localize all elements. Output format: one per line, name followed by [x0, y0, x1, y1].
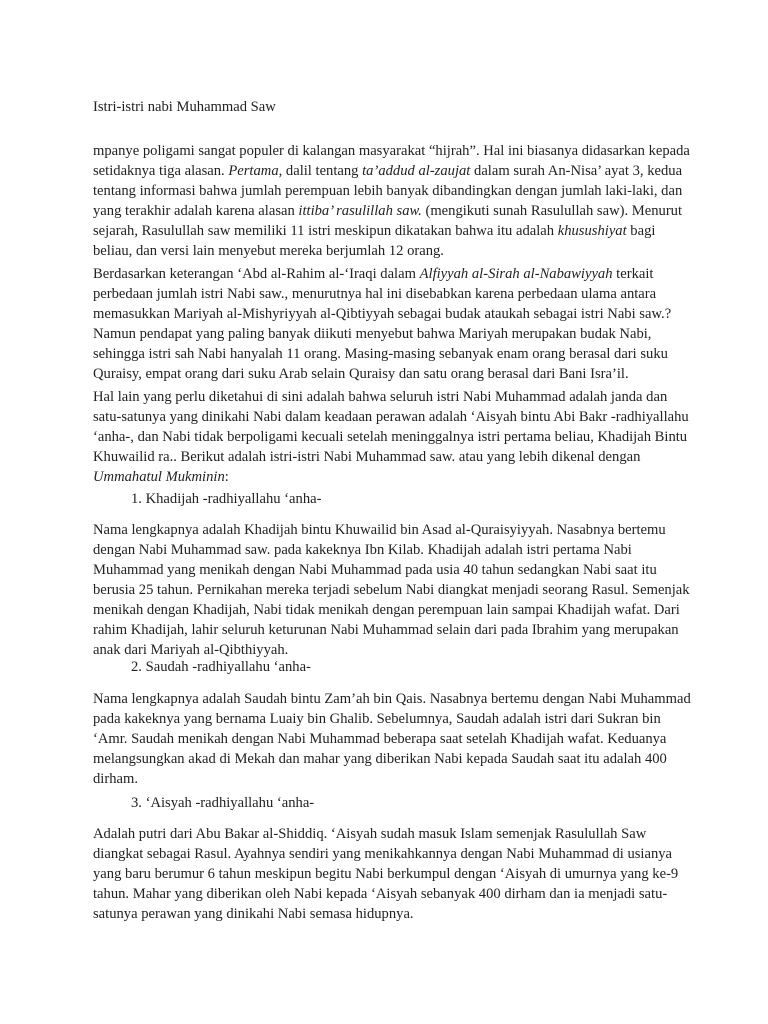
italic-text: ta’addud al-zaujat — [362, 163, 471, 179]
text-run: terkait — [612, 266, 654, 282]
paragraph-line — [93, 284, 656, 304]
text-run: perbedaan jumlah istri Nabi saw., menurutnya hal ini disebabkan karena perbedaan ulama antara — [93, 286, 657, 302]
paragraph-line — [93, 709, 661, 729]
text-run: , dalil tentang — [278, 163, 363, 179]
paragraph-line — [93, 241, 444, 261]
paragraph-line — [93, 540, 632, 560]
paragraph-line — [93, 387, 667, 407]
text-run: 3. ‘Aisyah -radhiyallahu ‘anha- — [131, 795, 315, 811]
text-run: setidaknya tiga alasan. — [93, 163, 229, 179]
list-item-heading — [131, 793, 314, 813]
text-run: 1. Khadijah -radhiyallahu ‘anha- — [131, 491, 322, 507]
paragraph-line — [93, 304, 671, 324]
paragraph-line — [93, 181, 682, 201]
paragraph-line — [93, 904, 414, 924]
text-run: memasukkan Mariyah al-Mishyriyyah al-Qibtiyyah sebagai budak ataukah sebagai istri Nabi saw.? — [93, 306, 672, 322]
text-run: Hal lain yang perlu diketahui di sini adalah bahwa seluruh istri Nabi Muhammad adalah janda dan — [93, 389, 668, 405]
paragraph-line — [93, 769, 138, 789]
text-run: Namun pendapat yang paling banyak diikuti menyebut bahwa Mariyah merupakan budak Nabi, — [93, 326, 652, 342]
paragraph-line — [93, 729, 666, 749]
text-run: dengan Nabi Muhammad saw. pada kakeknya Ibn Kilab. Khadijah adalah istri pertama Nabi — [93, 542, 632, 558]
text-run: bagi — [626, 223, 656, 239]
paragraph-line — [93, 221, 655, 241]
paragraph-line — [93, 324, 651, 344]
paragraph-line — [93, 141, 690, 161]
paragraph-line — [93, 520, 666, 540]
paragraph-line — [93, 864, 678, 884]
text-run: pada kakeknya yang bernama Luaiy bin Ghalib. Sebelumnya, Saudah adalah istri dari Sukran bin — [93, 711, 661, 727]
text-run: Muhammad yang menikah dengan Nabi Muhammad pada usia 40 tahun sedangkan Nabi saat itu — [93, 562, 657, 578]
text-run: satu-satunya yang dinikahi Nabi dalam keadaan perawan adalah ‘Aisyah bintu Abi Bakr -radhiyallahu — [93, 409, 689, 425]
text-run: diangkat sebagai Rasul. Ayahnya sendiri yang menikahkannya dengan Nabi Muhammad di usianya — [93, 846, 673, 862]
text-run: satunya perawan yang dinikahi Nabi semasa hidupnya. — [93, 906, 414, 922]
paragraph-line — [93, 600, 680, 620]
paragraph-line — [93, 620, 679, 640]
paragraph-line — [93, 161, 682, 181]
paragraph-line — [93, 264, 653, 284]
text-run: rahim Khadijah, lahir seluruh keturunan Nabi Muhammad selain dari pada Ibrahim yang merupakan — [93, 622, 679, 638]
text-run: tahun. Mahar yang diberikan oleh Nabi kepada ‘Aisyah sebanyak 400 dirham dan ia menjadi satu- — [93, 886, 668, 902]
paragraph-line — [93, 407, 689, 427]
text-run: Adalah putri dari Abu Bakar al-Shiddiq. ‘Aisyah sudah masuk Islam semenjak Rasulullah Saw — [93, 826, 647, 842]
text-run: dalam surah An-Nisa’ ayat 3, kedua — [470, 163, 683, 179]
text-run: yang terakhir adalah karena alasan — [93, 203, 299, 219]
text-run: Khuwailid ra.. Berikut adalah istri-istri Nabi Muhammad saw. atau yang lebih dikenal dengan — [93, 449, 641, 465]
document-title: Istri-istri nabi Muhammad Saw — [93, 99, 276, 115]
text-run: Nama lengkapnya adalah Khadijah bintu Khuwailid bin Asad al-Quraisyiyyah. Nasabnya bertemu — [93, 522, 666, 538]
paragraph-line — [93, 201, 682, 221]
text-run: Quraisy, empat orang dari suku Arab selain Quraisy dan satu orang berasal dari Bani Isra’il. — [93, 366, 629, 382]
italic-text: ittiba’ rasulillah saw. — [298, 203, 422, 219]
italic-text: Pertama — [228, 163, 279, 179]
list-item-heading — [131, 657, 311, 677]
paragraph-line — [93, 427, 687, 447]
text-run: : — [224, 469, 229, 485]
paragraph-line — [93, 689, 691, 709]
text-run: mpanye poligami sangat populer di kalangan masyarakat “hijrah”. Hal ini biasanya didasarkan kepada — [93, 143, 690, 159]
paragraph-line — [93, 560, 657, 580]
paragraph-line — [93, 467, 229, 487]
paragraph-line — [93, 447, 640, 467]
paragraph-line — [93, 344, 668, 364]
text-run: (mengikuti sunah Rasulullah saw). Menurut — [421, 203, 683, 219]
paragraph-line — [93, 884, 667, 904]
text-run: beliau, dan versi lain menyebut mereka berjumlah 12 orang. — [93, 243, 444, 259]
text-run: melangsungkan akad di Mekah dan mahar yang diberikan Nabi kepada Saudah saat itu adalah 400 — [93, 751, 667, 767]
text-run: tentang informasi bahwa jumlah perempuan lebih banyak dibandingkan dengan jumlah laki-laki, dan — [93, 183, 683, 199]
paragraph-line — [93, 824, 646, 844]
paragraph-line — [93, 749, 667, 769]
text-run: yang baru berumur 6 tahun meskipun begitu Nabi berkumpul dengan ‘Aisyah di umurnya yang ke-9 — [93, 866, 679, 882]
text-run: anak dari Mariyah al-Qibthiyyah. — [93, 642, 289, 658]
text-run: Berdasarkan keterangan ‘Abd al-Rahim al-‘Iraqi dalam — [93, 266, 420, 282]
text-run: ‘Amr. Saudah menikah dengan Nabi Muhammad beberapa saat setelah Khadijah wafat. Keduanya — [93, 731, 667, 747]
italic-text: khusushiyat — [557, 223, 627, 239]
text-run: berusia 25 tahun. Pernikahan mereka terjadi sebelum Nabi diangkat menjadi seorang Rasul. Semenjak — [93, 582, 690, 598]
text-run: Nama lengkapnya adalah Saudah bintu Zam’ah bin Qais. Nasabnya bertemu dengan Nabi Muhammad — [93, 691, 691, 707]
italic-text: Ummahatul Mukminin — [93, 469, 225, 485]
paragraph-line — [93, 844, 672, 864]
text-run: sehingga istri sah Nabi hanyalah 11 orang. Masing-masing sebanyak enam orang berasal dari suku — [93, 346, 668, 362]
text-run: menikah dengan Khadijah, Nabi tidak menikah dengan perempuan lain sampai Khadijah wafat. Dari — [93, 602, 680, 618]
italic-text: Alfiyyah al-Sirah al-Nabawiyyah — [419, 266, 613, 282]
text-run: dirham. — [93, 771, 138, 787]
paragraph-line — [93, 364, 629, 384]
text-run: sejarah, Rasulullah saw memiliki 11 istri meskipun dikatakan bahwa itu adalah — [93, 223, 558, 239]
text-run: 2. Saudah -radhiyallahu ‘anha- — [131, 659, 311, 675]
list-item-heading — [131, 489, 321, 509]
paragraph-line — [93, 580, 690, 600]
text-run: ‘anha-, dan Nabi tidak berpoligami kecuali setelah meninggalnya istri pertama beliau, Khadijah Bintu — [93, 429, 688, 445]
